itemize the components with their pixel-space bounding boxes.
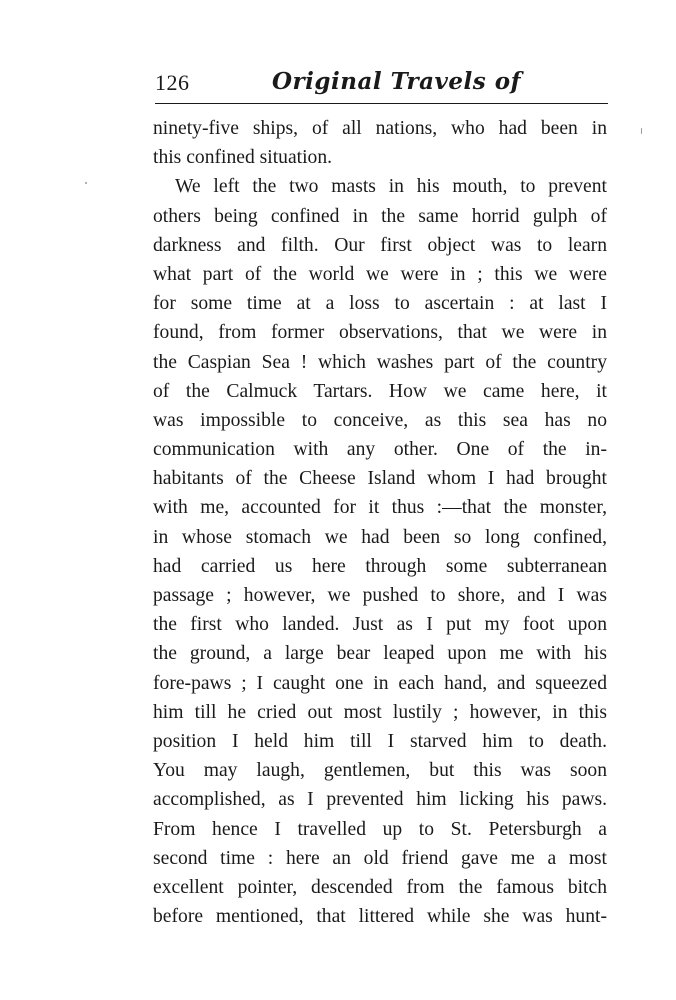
text-line: second time : here an old friend gave me a most: [153, 847, 607, 869]
text-line: this confined situation.: [153, 147, 333, 169]
text-line: had carried us here through some subterranean: [153, 555, 607, 577]
text-line: what part of the world we were in ; this we were: [153, 263, 607, 285]
text-line: We left the two masts in his mouth, to prevent: [175, 176, 607, 198]
text-line: for some time at a loss to ascertain : at last I: [153, 293, 607, 315]
paper-speck: [85, 182, 87, 184]
header-rule: [155, 103, 608, 104]
text-line: in whose stomach we had been so long confined,: [153, 526, 607, 548]
text-line: communication with any other. One of the in-: [153, 439, 607, 461]
text-line: before mentioned, that littered while she was hunt-: [153, 906, 607, 928]
text-line: position I held him till I starved him to death.: [153, 730, 607, 752]
text-line: the ground, a large bear leaped upon me with his: [153, 643, 607, 665]
text-line: habitants of the Cheese Island whom I had brought: [153, 468, 607, 490]
running-head: [155, 68, 608, 100]
text-line: From hence I travelled up to St. Petersburgh a: [153, 818, 607, 840]
text-line: accomplished, as I prevented him licking his paws.: [153, 789, 607, 811]
text-line: excellent pointer, descended from the famous bitch: [153, 876, 607, 898]
text-line: You may laugh, gentlemen, but this was soon: [153, 760, 607, 782]
text-line: darkness and filth. Our first object was to learn: [153, 234, 607, 256]
text-line: was impossible to conceive, as this sea has no: [153, 409, 607, 431]
text-line: the Caspian Sea ! which washes part of the country: [153, 351, 607, 373]
text-line: found, from former observations, that we were in: [153, 322, 607, 344]
text-line: fore-paws ; I caught one in each hand, and squeezed: [153, 672, 607, 694]
page-number: 126: [155, 70, 190, 95]
paper-speck: [641, 128, 642, 134]
running-title: Original Travels of: [272, 68, 521, 95]
text-line: others being confined in the same horrid gulph of: [153, 205, 607, 227]
text-line: passage ; however, we pushed to shore, and I was: [153, 585, 607, 606]
body-text: [153, 114, 607, 931]
text-line: the first who landed. Just as I put my foot upon: [153, 614, 607, 636]
text-line: him till he cried out most lustily ; however, in this: [153, 701, 607, 723]
text-line: with me, accounted for it thus :—that the monster,: [153, 497, 607, 519]
text-line: ninety-five ships, of all nations, who had been in: [153, 118, 607, 139]
text-line: of the Calmuck Tartars. How we came here, it: [153, 380, 607, 402]
